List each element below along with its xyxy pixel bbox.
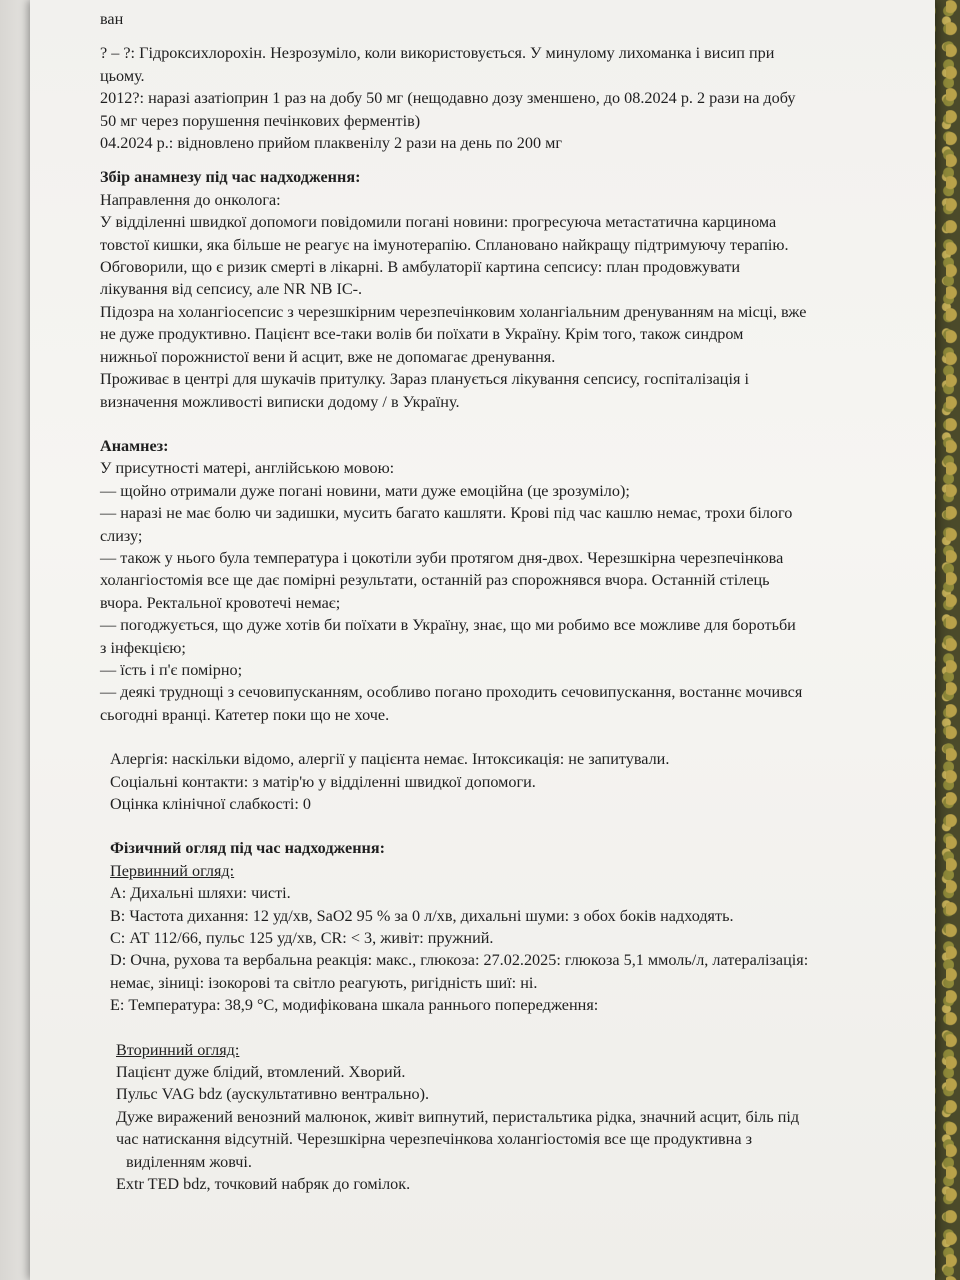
med-line: 50 мг через порушення печінкових ферментів) bbox=[100, 111, 421, 130]
secondary-exam-line: Пульс VAG bdz (аускультативно вентрально). bbox=[116, 1085, 430, 1104]
secondary-exam-line: Пацієнт дуже блідий, втомлений. Хворий. bbox=[116, 1063, 406, 1082]
anamnesis-section bbox=[100, 457, 930, 726]
anamnesis-heading: Анамнез: bbox=[100, 436, 169, 455]
anamnesis-line: вчора. Ректальної кровотечі немає; bbox=[100, 593, 341, 612]
history-line: нижньої порожнистої вени й асцит, вже не допомагає дренування. bbox=[100, 347, 556, 366]
history-line: Підозра на холангіосепсис з черезшкірним черезпечінковим холангіальним дренуванням на місці, вже bbox=[100, 302, 807, 321]
primary-exam-line: B: Частота дихання: 12 уд/хв, SaO2 95 % за 0 л/хв, дихальні шуми: з обох боків надходять. bbox=[110, 906, 734, 925]
frailty-score-line: Оцінка клінічної слабкості: 0 bbox=[110, 795, 312, 813]
anamnesis-line: — їсть і п'є помірно; bbox=[100, 660, 243, 679]
history-line: товстої кишки, яка більше не реагує на імунотерапію. Сплановано найкращу підтримуючу терапію. bbox=[100, 235, 789, 254]
history-heading: Збір анамнезу під час надходження: bbox=[100, 168, 361, 187]
anamnesis-line: — щойно отримали дуже погані новини, мати дуже емоційна (це зрозуміло); bbox=[100, 481, 630, 500]
history-line: Проживає в центрі для шукачів притулку. Зараз планується лікування сепсису, госпіталізація і bbox=[100, 370, 749, 389]
history-line: Направлення до онколога: bbox=[100, 190, 281, 209]
medication-list bbox=[100, 42, 930, 154]
primary-exam-section bbox=[100, 882, 930, 1016]
secondary-exam-line: виділенням жовчі. bbox=[126, 1152, 252, 1171]
secondary-exam-line: час натискання відсутній. Черезшкірна черезпечінкова холангіостомія все ще продуктивна з bbox=[116, 1130, 752, 1149]
med-line: цьому. bbox=[100, 66, 145, 85]
primary-exam-line: немає, зіниці: ізокорові та світло реагують, ригідність шиї: ні. bbox=[110, 973, 538, 992]
history-line: лікування від сепсису, але NR NB IC-. bbox=[100, 280, 363, 299]
allergy-line: Алергія: наскільки відомо, алергії у пацієнта немає. Інтоксикація: не запитували. bbox=[110, 750, 670, 769]
primary-exam-line: E: Температура: 38,9 °C, модифікована шкала раннього попередження: bbox=[110, 996, 599, 1015]
secondary-exam-heading: Вторинний огляд: bbox=[116, 1040, 240, 1059]
anamnesis-line: слизу; bbox=[100, 526, 143, 545]
primary-exam-heading: Первинний огляд: bbox=[110, 861, 235, 880]
anamnesis-line: У присутності матері, англійською мовою: bbox=[100, 459, 395, 478]
anamnesis-line: — деякі труднощі з сечовипусканням, особливо погано проходить сечовипускання, востаннє мочився bbox=[100, 683, 803, 702]
secondary-exam-line: Extr TED bdz, точковий набряк до гомілок. bbox=[116, 1175, 411, 1194]
secondary-exam-line: Дуже виражений венозний малюнок, живіт випнутий, перистальтика рідка, значний асцит, біль під bbox=[116, 1107, 800, 1126]
primary-exam-line: D: Очна, рухова та вербальна реакція: макс., глюкоза: 27.02.2025: глюкоза 5,1 ммоль/л, латералізація: bbox=[110, 951, 809, 970]
med-line: ? – ?: Гідроксихлорохін. Незрозуміло, коли використовується. У минулому лихоманка і висип при bbox=[100, 44, 775, 63]
anamnesis-line: — наразі не має болю чи задишки, мусить багато кашляти. Крові під час кашлю немає, трохи білого bbox=[100, 504, 793, 523]
anamnesis-line: — погоджується, що дуже хотів би поїхати в Україну, знає, що ми робимо все можливе для боротьби bbox=[100, 616, 796, 635]
anamnesis-line: холангіостомія все ще дає помірні результати, останній раз спорожнявся вчора. Останній стілець bbox=[100, 571, 770, 590]
history-line: не дуже продуктивно. Пацієнт все-таки волів би поїхати в Україну. Крім того, також синдром bbox=[100, 325, 744, 344]
top-fragment: ван bbox=[100, 10, 124, 28]
document-content bbox=[100, 8, 930, 1196]
history-line: Обговорили, що є ризик смерті в лікарні. В амбулаторії картина сепсису: план продовжувати bbox=[100, 258, 741, 277]
anamnesis-line: — також у нього була температура і цокотіли зуби протягом дня-двох. Черезшкірна черезпечінкова bbox=[100, 548, 784, 567]
history-section bbox=[100, 189, 930, 413]
history-line: У відділенні швидкої допомоги повідомили погані новини: прогресуюча метастатична карцинома bbox=[100, 213, 777, 232]
history-line: визначення можливості виписки додому / в Україну. bbox=[100, 392, 460, 411]
med-line: 04.2024 р.: відновлено прийом плаквенілу 2 рази на день по 200 мг bbox=[100, 134, 562, 153]
primary-exam-line: A: Дихальні шляхи: чисті. bbox=[110, 884, 291, 903]
anamnesis-line: сьогодні вранці. Катетер поки що не хоче. bbox=[100, 705, 390, 724]
primary-exam-line: C: АТ 112/66, пульс 125 уд/хв, CR: < 3, живіт: пружний. bbox=[110, 929, 494, 948]
social-contacts-line: Соціальні контакти: з матір'ю у відділенні швидкої допомоги. bbox=[110, 772, 536, 791]
exam-heading: Фізичний огляд під час надходження: bbox=[110, 839, 386, 858]
med-line: 2012?: наразі азатіоприн 1 раз на добу 50 мг (нещодавно дозу зменшено, до 08.2024 р. 2 рази на добу bbox=[100, 89, 796, 108]
misc-section bbox=[100, 748, 930, 815]
secondary-exam-section bbox=[100, 1061, 930, 1195]
anamnesis-line: з інфекцією; bbox=[100, 638, 186, 657]
document-page bbox=[30, 0, 935, 1280]
